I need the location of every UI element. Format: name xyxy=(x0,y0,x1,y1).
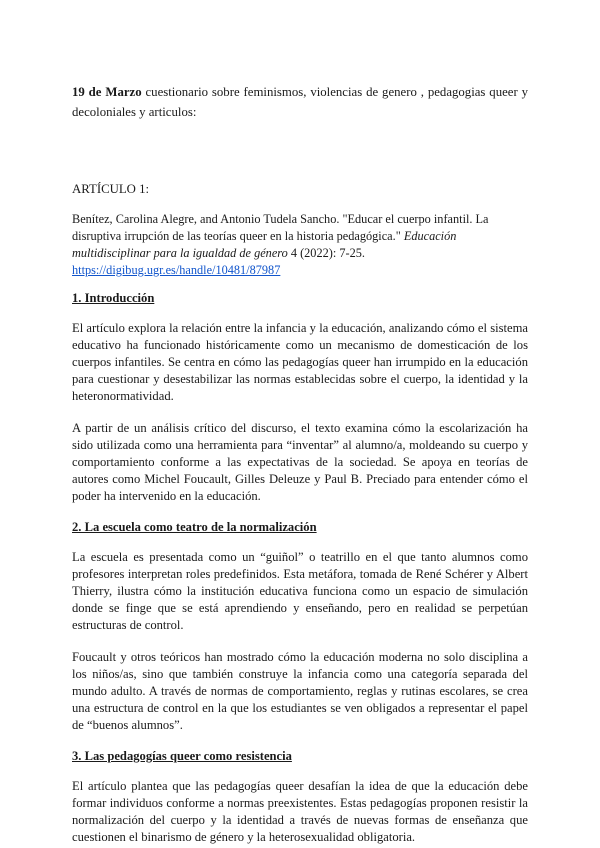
article-label: ARTÍCULO 1: xyxy=(72,182,150,196)
section-2-paragraph-1: La escuela es presentada como un “guiñol” o teatrillo en el que tanto alumnos como profesores interpretan roles predefinidos. Esta metáfora, tomada de René Schérer y Albert Thierry, ilustra cómo la institución educativa funciona como un espacio de simulación donde se finge que se está aprendiendo y enseñando, pero en realidad se perpetúan estructuras de control. xyxy=(72,550,528,632)
section-title-introduccion: 1. Introducción xyxy=(72,291,155,305)
section-3-paragraph-1: El artículo plantea que las pedagogías queer desafían la idea de que la educación debe formar individuos conforme a normas preexistentes. Estas pedagogías proponen resistir la normalización del cuerpo y la identidad a través de nuevas formas de enseñanza que cuestionen el binarismo de género y la heterosexualidad obligatoria. xyxy=(72,779,528,844)
citation-link[interactable]: https://digibug.ugr.es/handle/10481/87987 xyxy=(72,263,281,277)
citation-volume-pages: 4 (2022): 7-25. xyxy=(287,246,365,260)
citation-journal: Educación multidisciplinar para la igualdad de género xyxy=(72,229,457,260)
document-header xyxy=(72,82,528,122)
header-date: 19 de Marzo xyxy=(72,85,142,99)
section-2-paragraph-2: Foucault y otros teóricos han mostrado cómo la educación moderna no solo disciplina a los niños/as, sino que también construye la infancia como una categoría separada del mundo adulto. A través de normas de comportamiento, reglas y rutinas escolares, se crea una estructura de control en la que los estudiantes se ven obligados a representar el papel de “buenos alumnos”. xyxy=(72,650,528,732)
section-1-paragraph-1: El artículo explora la relación entre la infancia y la educación, analizando cómo el sistema educativo ha funcionado históricamente como un mecanismo de domesticación de los cuerpos infantiles. Se centra en cómo las pedagogías queer han irrumpido en la educación para cuestionar y desestabilizar las normas establecidas sobre el cuerpo, la identidad y la heteronormatividad. xyxy=(72,321,528,403)
citation-authors-title: Benítez, Carolina Alegre, and Antonio Tudela Sancho. "Educar el cuerpo infantil. La disruptiva irrupción de las teorías queer en la historia pedagógica." xyxy=(72,212,489,243)
citation xyxy=(72,211,528,279)
section-1-paragraph-2: A partir de un análisis crítico del discurso, el texto examina cómo la escolarización ha sido utilizada como una herramienta para “inventar” al alumno/a, moldeando su cuerpo y comportamiento conforme a las expectativas de la sociedad. Se apoya en teorías de autores como Michel Foucault, Gilles Deleuze y Paul B. Preciado para entender cómo el poder ha intervenido en la educación. xyxy=(72,421,528,503)
header-subject: cuestionario sobre feminismos, violencias de genero , pedagogias queer y decoloniales y articulos: xyxy=(72,85,528,119)
section-title-escuela-teatro: 2. La escuela como teatro de la normalización xyxy=(72,520,317,534)
section-title-pedagogias-queer: 3. Las pedagogías queer como resistencia xyxy=(72,749,292,763)
